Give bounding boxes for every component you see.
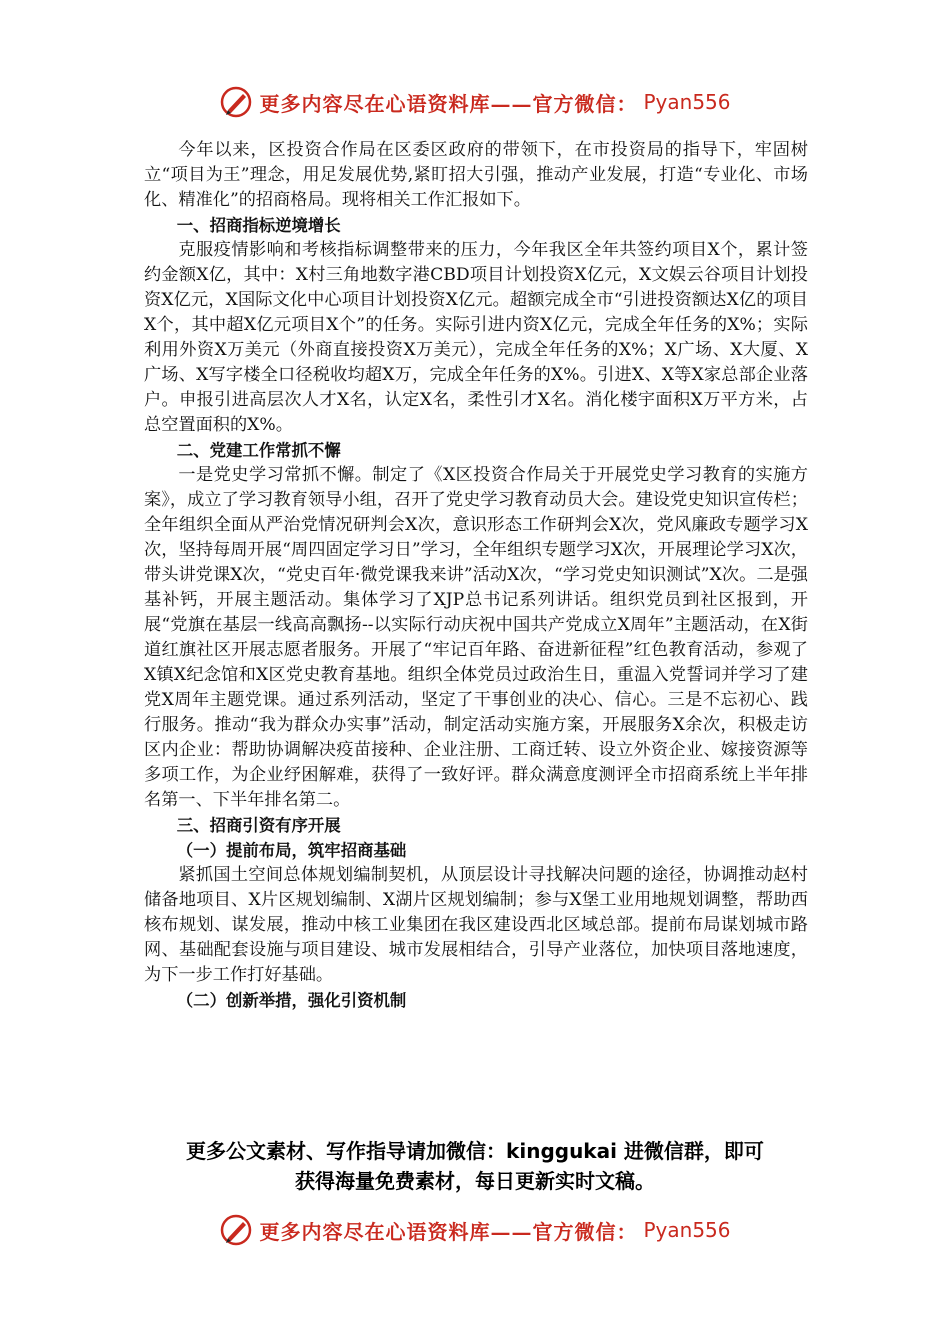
banner-contact: Pyan556	[643, 1218, 731, 1242]
promo-notice	[120, 1136, 830, 1196]
intro-paragraph: 今年以来，区投资合作局在区委区政府的带领下，在市投资局的指导下，牢固树立“项目为王”理念，用足发展优势,紧盯招大引强，推动产业发展，打造“专业化、市场化、精准化”的招商格局。现将相关工作汇报如下。	[144, 140, 808, 210]
banner-text: 更多内容尽在心语资料库——官方微信：	[259, 91, 638, 116]
banner-text: 更多内容尽在心语资料库——官方微信：	[259, 1219, 638, 1244]
section-1-heading: 一、招商指标逆境增长	[176, 216, 341, 235]
subsection-1-heading: （一）提前布局，筑牢招商基础	[176, 841, 407, 860]
banner-contact: Pyan556	[643, 90, 731, 114]
pen-logo-icon	[219, 1213, 253, 1247]
section-3-heading: 三、招商引资有序开展	[176, 816, 341, 835]
section-1-paragraph: 克服疫情影响和考核指标调整带来的压力，今年我区全年共签约项目X个，累计签约金额X亿，其中：X村三角地数字港CBD项目计划投资X亿元，X文娱云谷项目计划投资X亿元，X国际文化中心项目计划投资X亿元。超额完成全市“引进投资额达X亿的项目X个，其中超X亿元项目X个”的任务。实际引进内资X亿元，完成全年任务的X%；实际利用外资X万美元（外商直接投资X万美元），完成全年任务的X%；X广场、X大厦、X广场、X写字楼全口径税收均超X万，完成全年任务的X%。引进X、X等X家总部企业落户。申报引进高层次人才X名，认定X名，柔性引才X名。消化楼宇面积X万平方米，占总空置面积的X%。	[144, 240, 808, 435]
promo-line-1: 更多公文素材、写作指导请加微信：kinggukai 进微信群，即可	[186, 1139, 764, 1163]
document-body	[144, 138, 808, 1013]
section-2-paragraph: 一是党史学习常抓不懈。制定了《X区投资合作局关于开展党史学习教育的实施方案》，成立了学习教育领导小组，召开了党史学习教育动员大会。建设党史知识宣传栏；全年组织全面从严治党情况研判会X次，意识形态工作研判会X次，党风廉政专题学习X次，坚持每周开展“周四固定学习日”学习，全年组织专题学习X次，开展理论学习X次，带头讲党课X次，“党史百年·微党课我来讲”活动X次，“学习党史知识测试”X次。二是强基补钙，开展主题活动。集体学习了XJP总书记系列讲话。组织党员到社区报到，开展“党旗在基层一线高高飘扬--以实际行动庆祝中国共产党成立X周年”主题活动，在X街道红旗社区开展志愿者服务。开展了“牢记百年路、奋进新征程”红色教育活动，参观了X镇X纪念馆和X区党史教育基地。组织全体党员过政治生日，重温入党誓词并学习了建党X周年主题党课。通过系列活动，坚定了干事创业的决心、信心。三是不忘初心、践行服务。推动“我为群众办实事”活动，制定活动实施方案，开展服务X余次，积极走访区内企业：帮助协调解决疫苗接种、企业注册、工商迁转、设立外资企业、嫁接资源等多项工作，为企业纾困解难，获得了一致好评。群众满意度测评全市招商系统上半年排名第一、下半年排名第二。	[144, 465, 808, 810]
subsection-1-paragraph: 紧抓国土空间总体规划编制契机，从顶层设计寻找解决问题的途径，协调推动赵村储备地项目、X片区规划编制、X湖片区规划编制；参与X堡工业用地规划调整，帮助西核布规划、谋发展，推动中核工业集团在我区建设西北区域总部。提前布局谋划城市路网、基础配套设施与项目建设、城市发展相结合，引导产业落位，加快项目落地速度，为下一步工作打好基础。	[144, 865, 808, 985]
pen-logo-icon	[219, 85, 253, 119]
promo-line-2: 获得海量免费素材，每日更新实时文稿。	[295, 1169, 655, 1193]
header-watermark-banner	[0, 80, 950, 124]
footer-watermark-banner	[0, 1208, 950, 1252]
section-2-heading: 二、党建工作常抓不懈	[176, 441, 341, 460]
subsection-2-heading: （二）创新举措，强化引资机制	[176, 991, 407, 1010]
